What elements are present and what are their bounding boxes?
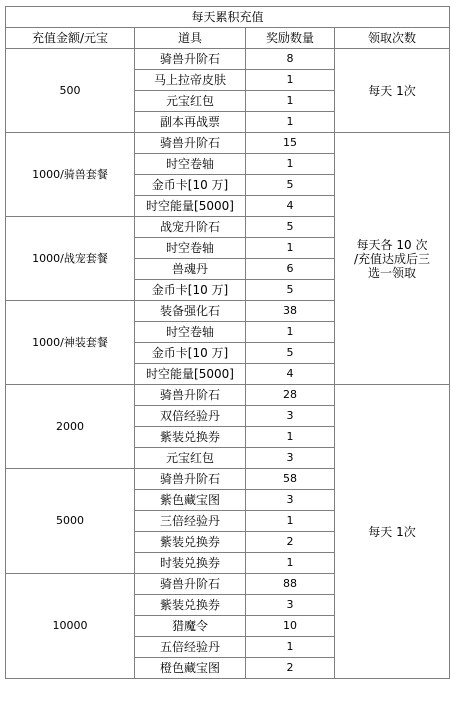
- item-quantity-cell: 5: [246, 175, 335, 196]
- item-quantity-cell: 38: [246, 301, 335, 322]
- item-name-cell: 骑兽升阶石: [135, 469, 246, 490]
- item-name-cell: 骑兽升阶石: [135, 133, 246, 154]
- claim-limit-text: 每天各 10 次: [356, 237, 428, 252]
- item-quantity-cell: 1: [246, 112, 335, 133]
- tier-amount-cell: 10000: [6, 574, 135, 679]
- item-name-cell: 时空卷轴: [135, 322, 246, 343]
- item-name-cell: 金币卡[10 万]: [135, 280, 246, 301]
- item-quantity-cell: 2: [246, 658, 335, 679]
- claim-limit-cell: 每天 1次: [335, 49, 450, 133]
- item-name-cell: 紫装兑换券: [135, 427, 246, 448]
- item-name-cell: 副本再战票: [135, 112, 246, 133]
- claim-limit-text: 选一领取: [368, 265, 417, 280]
- item-quantity-cell: 6: [246, 259, 335, 280]
- item-quantity-cell: 10: [246, 616, 335, 637]
- table-row: [6, 385, 450, 406]
- item-name-cell: 时空卷轴: [135, 238, 246, 259]
- tier-amount-cell: 500: [6, 49, 135, 133]
- rewards-table-container: [5, 6, 450, 679]
- item-quantity-cell: 1: [246, 511, 335, 532]
- header-claim-limit: 领取次数: [335, 28, 450, 49]
- tier-amount-cell: 1000/战宠套餐: [6, 217, 135, 301]
- item-name-cell: 金币卡[10 万]: [135, 175, 246, 196]
- table-title: 每天累积充值: [6, 7, 450, 28]
- table-body: [6, 7, 450, 679]
- table-row: [6, 133, 450, 154]
- item-quantity-cell: 2: [246, 532, 335, 553]
- item-quantity-cell: 88: [246, 574, 335, 595]
- claim-limit-cell-packages: [335, 133, 450, 385]
- item-name-cell: 时空能量[5000]: [135, 364, 246, 385]
- item-name-cell: 三倍经验丹: [135, 511, 246, 532]
- claim-limit-cell: 每天 1次: [335, 385, 450, 679]
- item-quantity-cell: 3: [246, 490, 335, 511]
- table-row: [6, 49, 450, 70]
- tier-amount-cell: 1000/骑兽套餐: [6, 133, 135, 217]
- item-quantity-cell: 5: [246, 343, 335, 364]
- claim-limit-text: /充值达成后三: [353, 251, 431, 266]
- item-name-cell: 骑兽升阶石: [135, 574, 246, 595]
- item-name-cell: 五倍经验丹: [135, 637, 246, 658]
- item-name-cell: 马上拉帝皮肤: [135, 70, 246, 91]
- table-title-row: [6, 7, 450, 28]
- item-name-cell: 兽魂丹: [135, 259, 246, 280]
- table-header-row: [6, 28, 450, 49]
- item-name-cell: 元宝红包: [135, 91, 246, 112]
- item-quantity-cell: 1: [246, 91, 335, 112]
- item-quantity-cell: 5: [246, 280, 335, 301]
- item-name-cell: 时装兑换券: [135, 553, 246, 574]
- item-name-cell: 猎魔令: [135, 616, 246, 637]
- item-quantity-cell: 1: [246, 637, 335, 658]
- item-name-cell: 橙色藏宝图: [135, 658, 246, 679]
- item-name-cell: 元宝红包: [135, 448, 246, 469]
- item-name-cell: 紫色藏宝图: [135, 490, 246, 511]
- item-name-cell: 紫装兑换券: [135, 595, 246, 616]
- item-quantity-cell: 5: [246, 217, 335, 238]
- item-quantity-cell: 1: [246, 154, 335, 175]
- item-quantity-cell: 3: [246, 448, 335, 469]
- item-name-cell: 时空能量[5000]: [135, 196, 246, 217]
- item-quantity-cell: 1: [246, 238, 335, 259]
- header-quantity: 奖励数量: [246, 28, 335, 49]
- item-name-cell: 骑兽升阶石: [135, 385, 246, 406]
- item-quantity-cell: 15: [246, 133, 335, 154]
- item-name-cell: 金币卡[10 万]: [135, 343, 246, 364]
- item-name-cell: 紫装兑换券: [135, 532, 246, 553]
- header-item: 道具: [135, 28, 246, 49]
- tier-amount-cell: 5000: [6, 469, 135, 574]
- item-quantity-cell: 3: [246, 595, 335, 616]
- item-quantity-cell: 8: [246, 49, 335, 70]
- item-quantity-cell: 1: [246, 322, 335, 343]
- recharge-rewards-table: [5, 6, 450, 679]
- item-quantity-cell: 28: [246, 385, 335, 406]
- item-quantity-cell: 4: [246, 364, 335, 385]
- item-quantity-cell: 1: [246, 427, 335, 448]
- item-name-cell: 战宠升阶石: [135, 217, 246, 238]
- tier-amount-cell: 2000: [6, 385, 135, 469]
- tier-amount-cell: 1000/神装套餐: [6, 301, 135, 385]
- header-amount: 充值金额/元宝: [6, 28, 135, 49]
- item-name-cell: 双倍经验丹: [135, 406, 246, 427]
- item-quantity-cell: 3: [246, 406, 335, 427]
- item-quantity-cell: 58: [246, 469, 335, 490]
- item-name-cell: 装备强化石: [135, 301, 246, 322]
- item-quantity-cell: 1: [246, 553, 335, 574]
- item-quantity-cell: 1: [246, 70, 335, 91]
- item-quantity-cell: 4: [246, 196, 335, 217]
- item-name-cell: 骑兽升阶石: [135, 49, 246, 70]
- item-name-cell: 时空卷轴: [135, 154, 246, 175]
